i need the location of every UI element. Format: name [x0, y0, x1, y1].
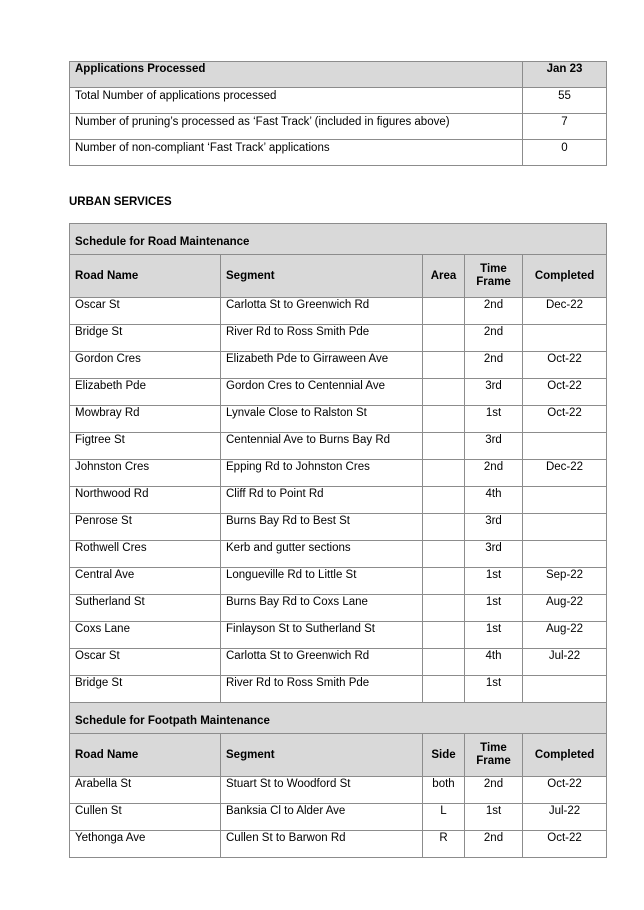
area-cell — [423, 379, 465, 406]
completed-cell: Oct-22 — [523, 777, 607, 804]
segment-cell: Burns Bay Rd to Best St — [221, 514, 423, 541]
area-cell — [423, 622, 465, 649]
completed-cell — [523, 325, 607, 352]
road-name-cell: Johnston Cres — [70, 460, 221, 487]
area-cell — [423, 595, 465, 622]
area-cell — [423, 568, 465, 595]
segment-cell: Cliff Rd to Point Rd — [221, 487, 423, 514]
time-frame-cell: 4th — [465, 487, 523, 514]
segment-cell: Centennial Ave to Burns Bay Rd — [221, 433, 423, 460]
segment-cell: River Rd to Ross Smith Pde — [221, 325, 423, 352]
completed-cell: Dec-22 — [523, 298, 607, 325]
table-row — [70, 352, 607, 379]
road-name-cell: Oscar St — [70, 298, 221, 325]
segment-cell: Carlotta St to Greenwich Rd — [221, 298, 423, 325]
area-cell — [423, 541, 465, 568]
time-frame-cell: 1st — [465, 676, 523, 703]
segment-cell: Burns Bay Rd to Coxs Lane — [221, 595, 423, 622]
segment-cell: Gordon Cres to Centennial Ave — [221, 379, 423, 406]
time-frame-cell: 3rd — [465, 514, 523, 541]
road-name-cell: Bridge St — [70, 676, 221, 703]
segment-cell: Banksia Cl to Alder Ave — [221, 804, 423, 831]
segment-cell: Kerb and gutter sections — [221, 541, 423, 568]
road-name-cell: Central Ave — [70, 568, 221, 595]
road-name-cell: Mowbray Rd — [70, 406, 221, 433]
time-frame-cell: 2nd — [465, 298, 523, 325]
time-frame-cell: 1st — [465, 406, 523, 433]
table-row — [70, 487, 607, 514]
road-name-cell: Rothwell Cres — [70, 541, 221, 568]
footpath-col-side: Side — [423, 734, 465, 777]
road-name-cell: Cullen St — [70, 804, 221, 831]
table-row — [70, 460, 607, 487]
completed-cell: Oct-22 — [523, 379, 607, 406]
table-row — [70, 622, 607, 649]
time-frame-cell: 4th — [465, 649, 523, 676]
applications-row-label: Total Number of applications processed — [70, 88, 523, 114]
time-frame-cell: 2nd — [465, 460, 523, 487]
segment-cell: River Rd to Ross Smith Pde — [221, 676, 423, 703]
table-row — [70, 649, 607, 676]
applications-header-period: Jan 23 — [523, 62, 607, 88]
segment-cell: Carlotta St to Greenwich Rd — [221, 649, 423, 676]
table-row — [70, 568, 607, 595]
area-cell — [423, 298, 465, 325]
road-col-name: Road Name — [70, 255, 221, 298]
time-frame-cell: 1st — [465, 804, 523, 831]
side-cell: L — [423, 804, 465, 831]
table-row — [70, 514, 607, 541]
completed-cell: Dec-22 — [523, 460, 607, 487]
area-cell — [423, 514, 465, 541]
table-row — [70, 88, 607, 114]
table-row — [70, 140, 607, 166]
time-frame-cell: 2nd — [465, 777, 523, 804]
road-name-cell: Northwood Rd — [70, 487, 221, 514]
table-row — [70, 777, 607, 804]
area-cell — [423, 487, 465, 514]
area-cell — [423, 352, 465, 379]
road-col-frame: Frame — [476, 276, 511, 288]
area-cell — [423, 649, 465, 676]
time-frame-cell: 1st — [465, 568, 523, 595]
road-schedule-title: Schedule for Road Maintenance — [70, 224, 607, 255]
table-row — [70, 325, 607, 352]
table-row — [70, 676, 607, 703]
table-row — [70, 433, 607, 460]
segment-cell: Cullen St to Barwon Rd — [221, 831, 423, 858]
completed-cell: Sep-22 — [523, 568, 607, 595]
table-row — [70, 831, 607, 858]
area-cell — [423, 325, 465, 352]
road-name-cell: Coxs Lane — [70, 622, 221, 649]
completed-cell: Aug-22 — [523, 622, 607, 649]
completed-cell: Oct-22 — [523, 831, 607, 858]
segment-cell: Stuart St to Woodford St — [221, 777, 423, 804]
completed-cell: Aug-22 — [523, 595, 607, 622]
table-row — [70, 298, 607, 325]
footpath-col-timeframe — [465, 734, 523, 777]
road-schedule-title-row — [70, 224, 607, 255]
time-frame-cell: 2nd — [465, 831, 523, 858]
table-row — [70, 406, 607, 433]
segment-cell: Elizabeth Pde to Girraween Ave — [221, 352, 423, 379]
applications-row-label: Number of pruning’s processed as ‘Fast Track’ (included in figures above) — [70, 114, 523, 140]
road-name-cell: Yethonga Ave — [70, 831, 221, 858]
completed-cell: Jul-22 — [523, 804, 607, 831]
road-name-cell: Oscar St — [70, 649, 221, 676]
time-frame-cell: 3rd — [465, 433, 523, 460]
time-frame-cell: 1st — [465, 595, 523, 622]
completed-cell — [523, 676, 607, 703]
applications-header-row — [70, 62, 607, 88]
applications-table — [69, 61, 607, 166]
time-frame-cell: 2nd — [465, 352, 523, 379]
completed-cell — [523, 487, 607, 514]
footpath-col-name: Road Name — [70, 734, 221, 777]
completed-cell — [523, 541, 607, 568]
table-row — [70, 541, 607, 568]
road-col-time: Time — [480, 263, 507, 275]
segment-cell: Finlayson St to Sutherland St — [221, 622, 423, 649]
road-name-cell: Figtree St — [70, 433, 221, 460]
road-name-cell: Elizabeth Pde — [70, 379, 221, 406]
side-cell: R — [423, 831, 465, 858]
time-frame-cell: 3rd — [465, 541, 523, 568]
side-cell: both — [423, 777, 465, 804]
time-frame-cell: 1st — [465, 622, 523, 649]
table-row — [70, 379, 607, 406]
footpath-col-segment: Segment — [221, 734, 423, 777]
applications-row-value: 55 — [523, 88, 607, 114]
applications-row-value: 7 — [523, 114, 607, 140]
footpath-col-frame: Frame — [476, 755, 511, 767]
road-column-header-row — [70, 255, 607, 298]
road-name-cell: Bridge St — [70, 325, 221, 352]
completed-cell: Oct-22 — [523, 406, 607, 433]
segment-cell: Epping Rd to Johnston Cres — [221, 460, 423, 487]
maintenance-table — [69, 223, 607, 858]
table-row — [70, 114, 607, 140]
road-name-cell: Arabella St — [70, 777, 221, 804]
road-col-completed: Completed — [523, 255, 607, 298]
segment-cell: Longueville Rd to Little St — [221, 568, 423, 595]
road-name-cell: Sutherland St — [70, 595, 221, 622]
road-name-cell: Penrose St — [70, 514, 221, 541]
footpath-col-completed: Completed — [523, 734, 607, 777]
applications-row-value: 0 — [523, 140, 607, 166]
completed-cell: Oct-22 — [523, 352, 607, 379]
road-col-segment: Segment — [221, 255, 423, 298]
footpath-col-time: Time — [480, 742, 507, 754]
applications-row-label: Number of non-compliant ‘Fast Track’ applications — [70, 140, 523, 166]
area-cell — [423, 406, 465, 433]
completed-cell — [523, 433, 607, 460]
table-row — [70, 595, 607, 622]
completed-cell — [523, 514, 607, 541]
area-cell — [423, 676, 465, 703]
footpath-schedule-title-row — [70, 703, 607, 734]
area-cell — [423, 460, 465, 487]
road-col-area: Area — [423, 255, 465, 298]
footpath-schedule-title: Schedule for Footpath Maintenance — [70, 703, 607, 734]
urban-services-heading: URBAN SERVICES — [69, 196, 172, 208]
footpath-column-header-row — [70, 734, 607, 777]
road-col-timeframe — [465, 255, 523, 298]
area-cell — [423, 433, 465, 460]
time-frame-cell: 2nd — [465, 325, 523, 352]
time-frame-cell: 3rd — [465, 379, 523, 406]
segment-cell: Lynvale Close to Ralston St — [221, 406, 423, 433]
road-name-cell: Gordon Cres — [70, 352, 221, 379]
table-row — [70, 804, 607, 831]
completed-cell: Jul-22 — [523, 649, 607, 676]
applications-header-label: Applications Processed — [70, 62, 523, 88]
